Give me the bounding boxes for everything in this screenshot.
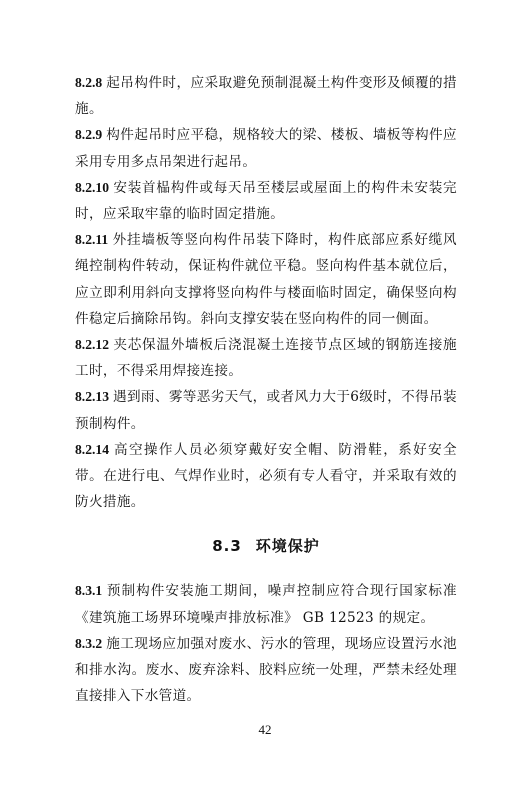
document-page xyxy=(75,70,457,709)
page-number: 42 xyxy=(258,722,272,737)
section-number: 8.3 xyxy=(212,537,242,556)
clause-number: 8.2.13 xyxy=(75,389,109,405)
clause-8-3-1 xyxy=(75,578,457,630)
clause-text: 遇到雨、雾等恶劣天气，或者风力大于6级时，不得吊装预制构件。 xyxy=(75,389,457,432)
clause-8-2-12 xyxy=(75,332,457,384)
clause-8-2-14 xyxy=(75,437,457,516)
clause-8-2-11 xyxy=(75,227,457,332)
clause-number: 8.3.1 xyxy=(75,583,103,599)
clause-text: 安装首榀构件或每天吊至楼层或屋面上的构件未安装完时，应采取牢靠的临时固定措施。 xyxy=(75,179,457,223)
clause-text: 起吊构件时，应采取避免预制混凝土构件变形及倾覆的措施。 xyxy=(75,75,457,118)
clause-number: 8.2.12 xyxy=(75,337,109,353)
clause-text: 外挂墙板等竖向构件吊装下降时，构件底部应系好缆风绳控制构件转动，保证构件就位平稳。竖向构件基本就位后，应立即利用斜向支撑将竖向构件与楼面临时固定，确保竖向构件稳定后摘除吊钩。斜向支撑安装在竖向构件的同一侧面。 xyxy=(75,232,457,327)
clause-text: 高空操作人员必须穿戴好安全帽、防滑鞋，系好安全带。在进行电、气焊作业时，必须有专人看守，并采取有效的防火措施。 xyxy=(75,441,457,511)
clause-text: 施工现场应加强对废水、污水的管理，现场应设置污水池和排水沟。废水、废弃涂料、胶料应统一处理，严禁未经处理直接排入下水管道。 xyxy=(75,635,457,705)
clause-number: 8.2.9 xyxy=(75,127,103,143)
clause-8-3-2 xyxy=(75,631,457,710)
section-heading xyxy=(75,535,457,556)
clause-8-2-9 xyxy=(75,122,457,174)
clause-8-2-13 xyxy=(75,384,457,436)
clause-number: 8.3.2 xyxy=(75,635,103,651)
clause-text: 构件起吊时应平稳，规格较大的梁、楼板、墙板等构件应采用专用多点吊架进行起吊。 xyxy=(75,127,457,170)
clause-8-2-8 xyxy=(75,70,457,122)
section-title: 环境保护 xyxy=(255,537,320,556)
clause-text: 预制构件安装施工期间，噪声控制应符合现行国家标准《建筑施工场界环境噪声排放标准》 GB 12523 的规定。 xyxy=(75,583,457,626)
clause-number: 8.2.10 xyxy=(75,179,109,195)
clause-8-2-10 xyxy=(75,175,457,227)
clause-text: 夹芯保温外墙板后浇混凝土连接节点区域的钢筋连接施工时，不得采用焊接连接。 xyxy=(75,337,457,380)
clause-number: 8.2.11 xyxy=(75,232,109,248)
clause-number: 8.2.14 xyxy=(75,441,109,457)
clause-number: 8.2.8 xyxy=(75,75,103,90)
